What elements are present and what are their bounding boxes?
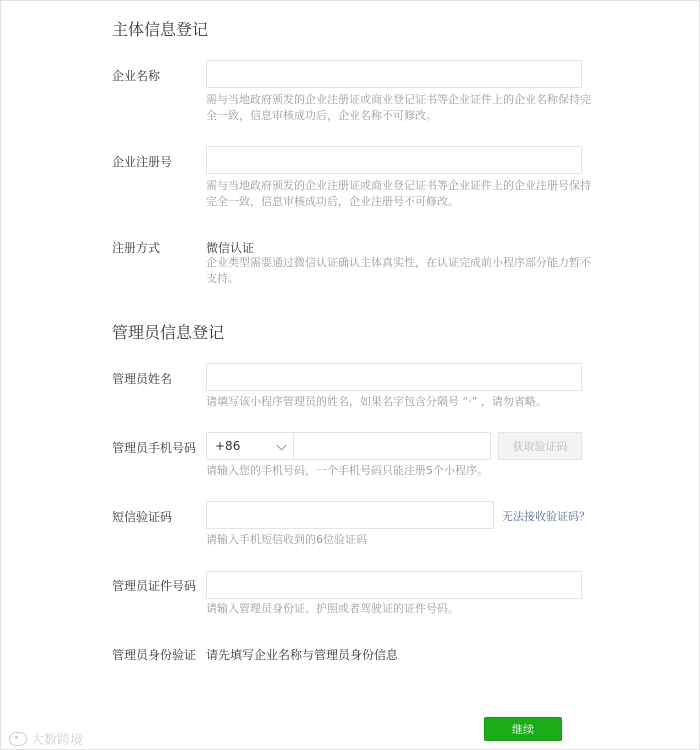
entity-section-title: 主体信息登记 (112, 20, 209, 39)
id-number-input[interactable] (206, 571, 582, 599)
registration-method-hint: 企业类型需要通过微信认证确认主体真实性，在认证完成前小程序部分能力暂不支持。 (206, 256, 591, 285)
admin-name-label: 管理员姓名 (112, 372, 173, 386)
admin-phone-label: 管理员手机号码 (112, 441, 197, 455)
watermark (9, 729, 83, 748)
country-code-select[interactable] (206, 432, 294, 460)
registration-method-label: 注册方式 (112, 241, 161, 255)
phone-hint: 请输入您的手机号码，一个手机号码只能注册5个小程序。 (206, 464, 488, 477)
cannot-receive-code-link[interactable]: 无法接收验证码？ (502, 510, 590, 523)
identity-verification-value: 请先填写企业名称与管理员身份信息 (206, 648, 399, 662)
admin-name-hint: 请填写该小程序管理员的姓名，如果名字包含分隔号 “·” ，请勿省略。 (206, 395, 547, 408)
registration-number-hint: 需与当地政府颁发的企业注册证或商业登记证书等企业证件上的企业注册号保持完全一致，信息审核成功后，企业注册号不可修改。 (206, 179, 591, 208)
registration-number-label: 企业注册号 (112, 155, 173, 169)
registration-method-value: 微信认证 (206, 241, 255, 255)
continue-button[interactable]: 继续 (484, 717, 562, 741)
id-number-label: 管理员证件号码 (112, 579, 197, 593)
company-name-hint: 需与当地政府颁发的企业注册证或商业登记证书等企业证件上的企业名称保持完全一致，信息审核成功后，企业名称不可修改。 (206, 93, 591, 122)
registration-number-input[interactable] (206, 146, 582, 174)
company-name-label: 企业名称 (112, 69, 161, 83)
watermark-logo-icon (9, 732, 27, 746)
admin-section-title: 管理员信息登记 (112, 323, 225, 342)
chevron-down-icon (277, 441, 287, 451)
company-name-input[interactable] (206, 60, 582, 88)
country-code-value: +86 (215, 439, 241, 453)
watermark-text: 大数跨境 (31, 733, 84, 748)
id-number-hint: 请输入管理员身份证、护照或者驾驶证的证件号码。 (206, 602, 459, 615)
sms-code-hint: 请输入手机短信收到的6位验证码 (206, 533, 367, 546)
sms-code-input[interactable] (206, 501, 494, 529)
admin-name-input[interactable] (206, 363, 582, 391)
sms-code-label: 短信验证码 (112, 510, 173, 524)
get-code-button[interactable]: 获取验证码 (498, 432, 582, 460)
identity-verification-label: 管理员身份验证 (112, 648, 197, 662)
phone-input[interactable] (293, 432, 491, 460)
